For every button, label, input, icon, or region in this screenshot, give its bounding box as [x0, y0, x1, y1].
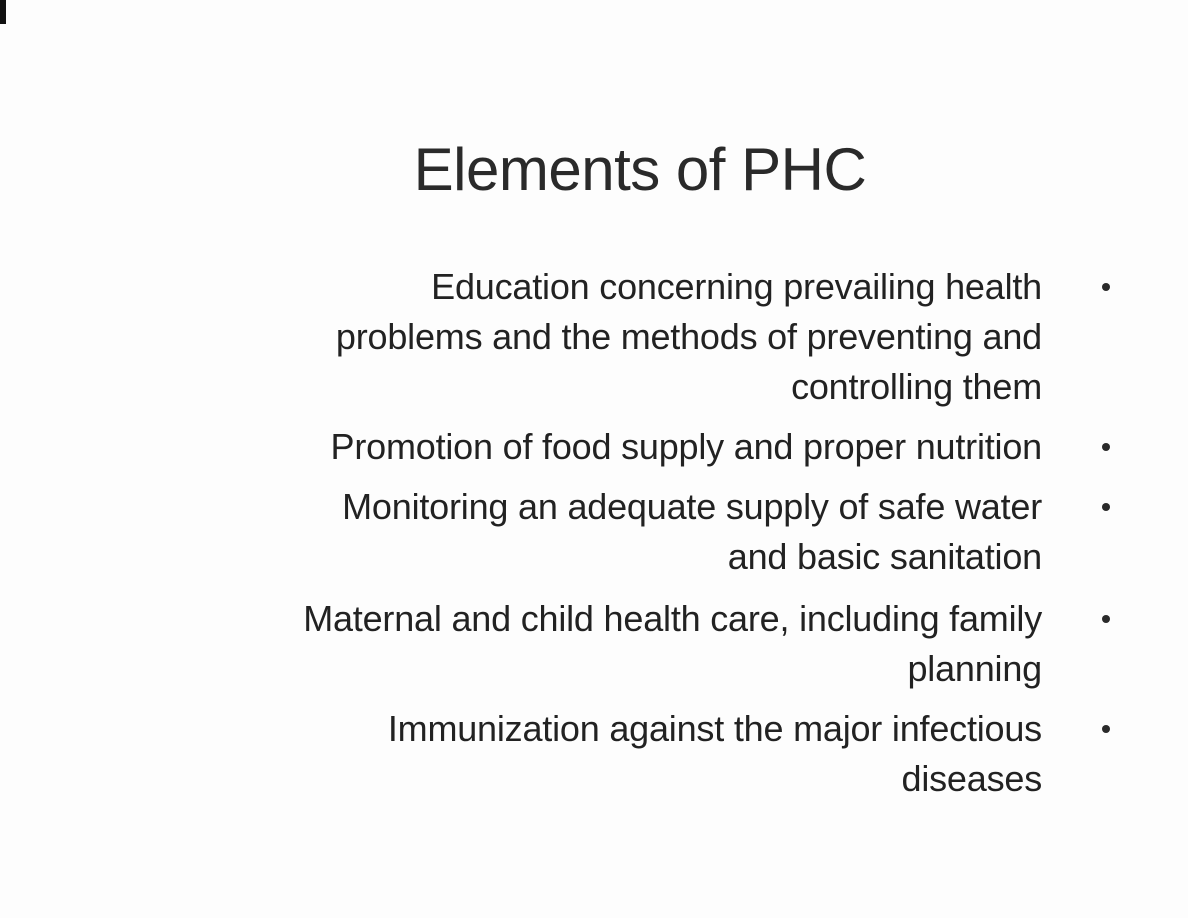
- bullet-item: [120, 704, 1042, 804]
- bullet-text-line: Immunization against the major infectious: [387, 708, 1042, 749]
- bullet-item: [120, 594, 1042, 694]
- slide-title: Elements of PHC: [413, 136, 867, 203]
- bullet-text-line: controlling them: [791, 366, 1042, 407]
- bullet-dot-icon: [1102, 615, 1110, 623]
- bullet-text-line: problems and the methods of preventing and: [335, 316, 1042, 357]
- bullet-text-line: Promotion of food supply and proper nutrition: [330, 426, 1042, 467]
- bullet-text-line: Monitoring an adequate supply of safe water: [342, 486, 1042, 527]
- bullet-dot-icon: [1102, 283, 1110, 291]
- bullet-text-line: and basic sanitation: [727, 536, 1042, 577]
- bullet-item: [120, 482, 1042, 582]
- bullet-dot-icon: [1102, 503, 1110, 511]
- bullet-text-line: diseases: [901, 758, 1042, 799]
- bullet-text-line: Maternal and child health care, including family: [303, 598, 1042, 639]
- bullet-dot-icon: [1102, 443, 1110, 451]
- bullet-text-line: planning: [907, 648, 1042, 689]
- bullet-item: [120, 422, 1042, 472]
- bullet-text-line: Education concerning prevailing health: [431, 266, 1042, 307]
- bullet-item: [120, 262, 1042, 412]
- bullet-dot-icon: [1102, 725, 1110, 733]
